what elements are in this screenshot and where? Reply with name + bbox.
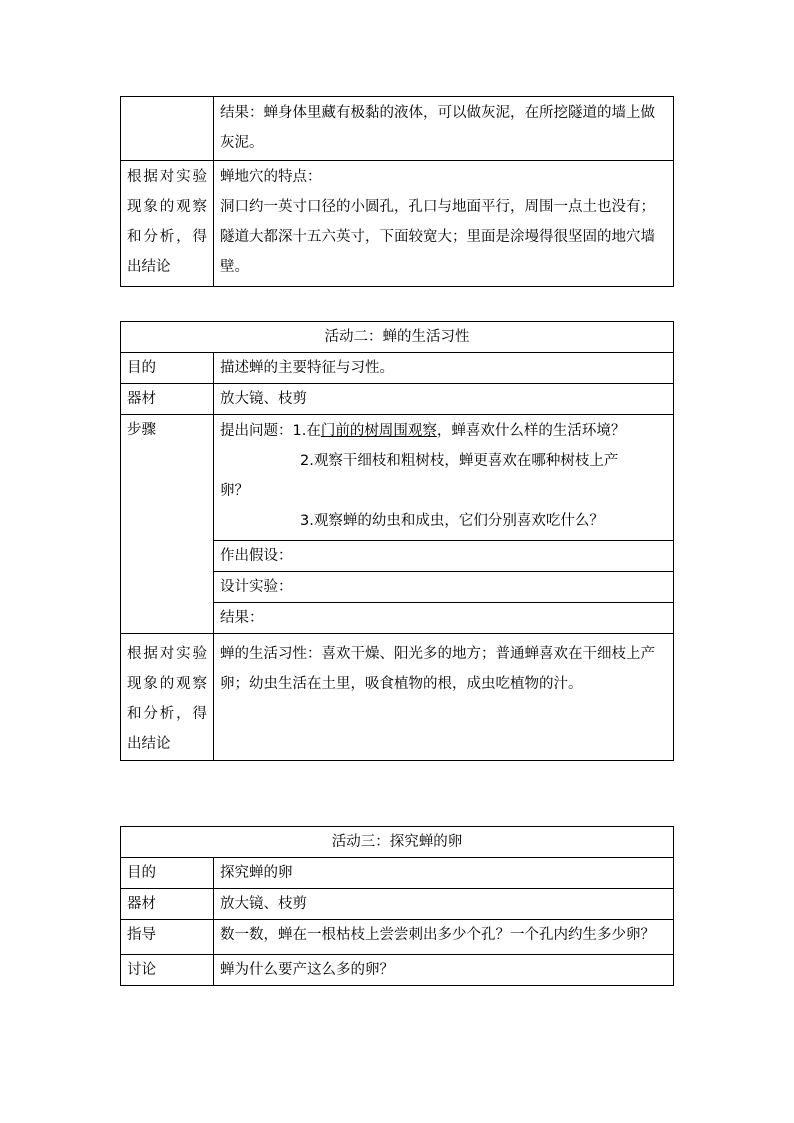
guide-text: 数一数，蝉在一根枯枝上尝尝刺出多少个孔？一个孔内约生多少卵？ [214, 920, 674, 955]
table-row [121, 97, 674, 161]
conclusion-cell [214, 161, 674, 287]
conclusion-text: 蝉的生活习性：喜欢干燥、阳光多的地方；普通蝉喜欢在干细枝上产卵；幼虫生活在土里，吸食植物的根，成虫吃植物的汁。 [214, 634, 674, 761]
underlined-phrase: 门前的树周围观察 [320, 423, 437, 439]
result-cell: 结果：蝉身体里藏有极黏的液体，可以做灰泥，在所挖隧道的墙上做灰泥。 [214, 97, 674, 161]
step-one: 提出问题：1.在门前的树周围观察，蝉喜欢什么样的生活环境？ [220, 423, 626, 439]
table-row [121, 353, 674, 384]
table-row [121, 858, 674, 889]
conclusion-label: 根据对实验现象的观察和分析，得出结论 [121, 161, 214, 287]
guide-label: 指导 [121, 920, 214, 955]
conclusion-heading: 蝉地穴的特点： [220, 169, 322, 185]
table-row [121, 920, 674, 955]
table-row [121, 322, 674, 353]
result-cell: 结果： [214, 603, 674, 634]
table-row [121, 415, 674, 541]
conclusion-label: 根据对实验现象的观察和分析，得出结论 [121, 634, 214, 761]
steps-cell [214, 415, 674, 541]
table-row [121, 161, 674, 287]
discussion-text: 蝉为什么要产这么多的卵？ [214, 955, 674, 986]
step-two: 2.观察干细枝和粗树枝，蝉更喜欢在哪种树枝上产 [300, 453, 619, 469]
conclusion-text: 洞口约一英寸口径的小圆孔，孔口与地面平行，周围一点土也没有；隧道大都深十五六英寸，下面较宽大；里面是涂墁得很坚固的地穴墙壁。 [220, 199, 655, 275]
design-cell: 设计实验： [214, 572, 674, 603]
table-row [121, 827, 674, 858]
activity-three-table [120, 826, 674, 986]
purpose-label: 目的 [121, 353, 214, 384]
table-row [121, 384, 674, 415]
activity-two-table [120, 321, 674, 761]
equipment-label: 器材 [121, 889, 214, 920]
activity-two-title: 活动二：蝉的生活习性 [121, 322, 674, 353]
table-row [121, 955, 674, 986]
purpose-text: 描述蝉的主要特征与习性。 [214, 353, 674, 384]
steps-label: 步骤 [121, 415, 214, 634]
purpose-label: 目的 [121, 858, 214, 889]
equipment-label: 器材 [121, 384, 214, 415]
equipment-text: 放大镜、枝剪 [214, 889, 674, 920]
step-three: 3.观察蝉的幼虫和成虫，它们分别喜欢吃什么？ [300, 513, 604, 529]
experiment-table-continued [120, 96, 674, 287]
table-row [121, 889, 674, 920]
hypothesis-cell: 作出假设： [214, 541, 674, 572]
equipment-text: 放大镜、枝剪 [214, 384, 674, 415]
purpose-text: 探究蝉的卵 [214, 858, 674, 889]
activity-three-title: 活动三：探究蝉的卵 [121, 827, 674, 858]
result-label-cell [121, 97, 214, 161]
table-row [121, 634, 674, 761]
step-two-continued: 卵？ [220, 483, 249, 499]
discussion-label: 讨论 [121, 955, 214, 986]
